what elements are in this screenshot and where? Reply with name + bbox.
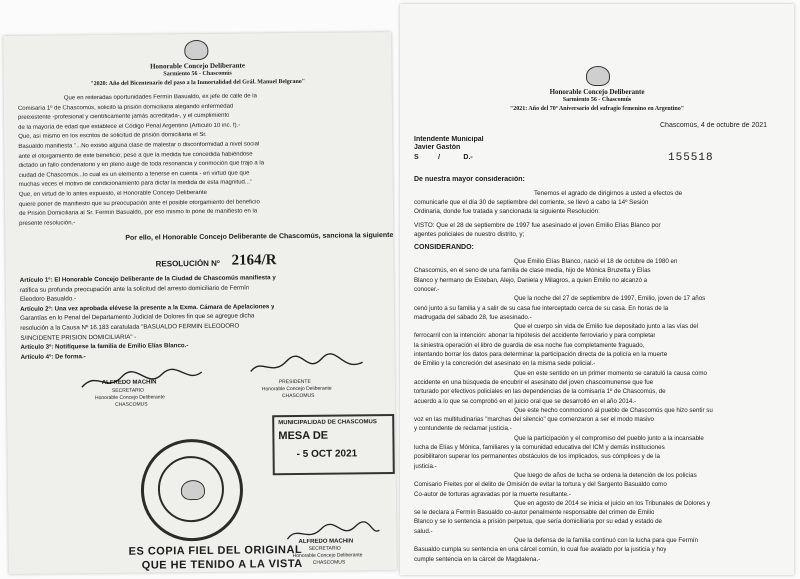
left-header-council: Honorable Concejo Deliberante — [150, 61, 245, 71]
considerando-line: Que luego de años de lucha se ordena la detención de los policías — [514, 471, 697, 479]
considerando-line: Que el cuerpo sin vida de Emilio fue depositado junto a las vías del — [514, 323, 699, 331]
considerando-line: Que la participación y el compromiso del pueblo junto a la incansable — [514, 434, 704, 442]
considerando-line: Que este hecho conmocionó al pueblo de Chascomús que hizo sentir su — [514, 406, 713, 414]
visto-line: VISTO: Que el 28 de septiembre de 1997 fue asesinado el joven Emilio Elías Blanco por — [414, 222, 661, 229]
sig-left-role: SECRETARIO — [111, 387, 145, 394]
recipient-sd: S / D.- — [414, 154, 473, 161]
resolution-label: RESOLUCIÓN Nº — [155, 258, 220, 269]
sig-bottom-role: SECRETARIO — [308, 545, 341, 552]
considerando-line: voz en las multitudinarias "marchas del silencio" que comenzaron a ser el modo masivo — [414, 416, 654, 424]
left-closing: Por ello, el Honorable Concejo Deliberante de Chascomús, sanciona la siguiente: — [125, 231, 396, 242]
considerando-line: ferrocarril con la intención: abonar la hipótesis del accidente ferroviario y para completar — [414, 332, 656, 340]
stamp-box-date: - 5 OCT 2021 — [296, 448, 358, 460]
left-header-city: Sarmiento 56 - Chascomús — [163, 70, 232, 78]
left-articles — [3, 32, 391, 36]
considerando-line: Blanco y se lo sentencia a prisión perpetua, que sería domiciliaria por su edad y estado de — [414, 518, 662, 526]
note-date: Chascomús, 4 de octubre de 2021 — [660, 122, 768, 129]
sig-right-city: CHASCOMUS — [281, 392, 315, 400]
left-body-line: ciudad de Chascomús...lo cual es un elemento a tenerse en cuenta - en virtud que que — [18, 170, 250, 179]
seal-crest-icon — [181, 480, 205, 500]
considerando-line: madrugada del sábado 28, fue asesinado.- — [414, 313, 532, 321]
resolution-number: 2164/R — [231, 252, 277, 269]
council-crest-icon — [586, 66, 610, 86]
sig-right-role: PRESIDENTE — [278, 378, 311, 386]
left-body-text — [3, 32, 391, 36]
left-body-line: muchas veces el motivo de condicionamiento para dictar la medida de esta magnitud..." — [18, 179, 253, 189]
considerando-line: Que en agosto de 2014 se inicia el juicio en los Tribunales de Dolores y — [514, 499, 711, 507]
sig-bottom-body: Honorable Concejo Deliberante — [292, 552, 363, 560]
right-header-city: Sarmiento 56 - Chascomús — [562, 97, 632, 103]
left-article-line: ratifica su profunda preocupación ante la solicitud del arresto domiciliario de Fermín — [19, 284, 250, 294]
salutation: De nuestra mayor consideración: — [414, 176, 525, 183]
considerando-line: Que la defensa de la familia continuó con la lucha para que Fermín — [514, 537, 699, 544]
left-article-line: Eleodoro Basualdo.- — [19, 295, 77, 304]
considerando-label: CONSIDERANDO: — [414, 244, 474, 251]
intro-line: Ordinaria, donde fue tratada y sancionada la siguiente Resolución: — [414, 208, 600, 215]
council-round-seal — [140, 439, 243, 542]
file-number: 155518 — [668, 152, 714, 164]
considerando-line: lucha de Elías y Mónica, familiares y la comunidad educativa del ICM y demás instituciones — [414, 444, 665, 451]
sig-right-body: Honorable Concejo Deliberante — [261, 385, 332, 393]
right-header-motto: "2021: Año del 70º Aniversario del sufragio femenino en Argentino" — [509, 106, 685, 112]
left-body-line: de Prisión Domiciliaria al Sr. Fermín Basualdo, por eso mismo lo pone de manifiesto en la — [19, 208, 258, 218]
considerando-line: Co-autor de torturas agravadas por la muerte resultante.- — [414, 490, 571, 498]
considerando-line: Blanco y hermano de Esteban, Alejo, Daniela y Milagros, a quien Emilio no alcanzó a — [414, 276, 648, 284]
left-body-line: Que en reiteradas oportunidades Fermín Basualdo, ex jefe de calle de la — [63, 93, 257, 102]
left-body-line: quiere poner de manifiesto que su preocupación ante el posible otorgamiento del beneficio — [18, 198, 260, 208]
left-article-line: Garantías en lo Penal del Departamento Judicial de Dolores fin que se agregue dicha — [20, 312, 255, 323]
copy-stamp-line2: QUE HE TENIDO A LA VISTA — [141, 557, 303, 572]
visto-line: agentes policiales de nuestro distrito, y; — [414, 231, 525, 238]
left-article-line: resolución a la Causa Nº 16.183 caratulada "BASUALDO FERMIN ELEODORO — [20, 322, 240, 332]
left-article-line: Artículo 1º: El Honorable Concejo Deliberante de la Ciudad de Chascomús manifiesta y — [19, 274, 276, 284]
left-body-line: Basualdo manifiesta "...No existió alguna clase de malestar o disconformidad a nivel social — [18, 141, 260, 150]
recipient-name: Javier Gastón — [414, 144, 461, 151]
left-body-line: Que, en virtud de lo antes expuesto, el Honorable Concejo Deliberante — [18, 189, 208, 198]
left-body-line: de la mayoría de edad que establece el Código Penal Argentino (Artículo 10 inc. f).- — [18, 122, 241, 131]
left-body-line: preexistente -profesional y científicamente jamás acreditada-, y el cumplimiento — [18, 112, 230, 122]
left-article-line: S/INCIDENTE PRISION DOMICILIARIA" - — [20, 333, 137, 342]
sig-left-body: Honorable Concejo Deliberante — [94, 394, 165, 402]
left-header-motto: "2020: Año del Bicentenario del paso a la Inmortalidad del Grál. Manuel Belgrano" — [90, 78, 306, 88]
copy-stamp-line1: ES COPIA FIEL DEL ORIGINAL — [128, 543, 303, 558]
council-crest-icon — [184, 40, 208, 60]
left-article-line: Artículo 2º: Una vez aprobada elévese la presente a la Exma. Cámara de Apelaciones y — [20, 303, 275, 313]
left-body-line: Que, así mismo en los escritos de solicitud de prisión domiciliaria el Sr. — [18, 132, 207, 141]
considerando-line: Comisario Freites por el delito de Omisión de evitar la tortura y del Sargento Basualdo como — [414, 481, 667, 489]
considerando-line: acuerdo a lo que se comprobó en el juicio oral que se desarrolló en el año 2014.- — [414, 397, 637, 405]
considerando-line: posibilitaron superar los permanentes obstáculos de los implicados, sus cómplices y de la — [414, 453, 660, 461]
considerando-line: torturado por efectivos policiales en las dependencias de la comisaría 1º de Chascomús, de — [414, 388, 666, 396]
considerando-line: Que en este sentido en un primer momento se caratuló la causa como — [514, 369, 707, 377]
left-body-line: Comisaría 1º de Chascomús, solicitó la prisión domiciliaria alegando enfermedad — [17, 103, 234, 112]
intro-line: comunicarle que el día 30 de septiembre del corriente, se llevó a cabo la 14º Sesión — [414, 199, 649, 206]
resolution-page-left — [3, 32, 397, 574]
stamp-box-title: MUNICIPALIDAD DE CHASCOMUS — [278, 419, 377, 427]
considerando-line: se le declara a Fermín Basualdo co-autor penalmente responsable del crimen de Emilio — [414, 509, 655, 517]
signature-president-icon — [247, 350, 367, 381]
note-page-right — [400, 4, 794, 575]
sig-bottom-city: CHASCOMUS — [312, 559, 346, 566]
considerando-line: cumple sentencia en la cárcel de Magdalena.- — [414, 555, 541, 563]
sig-left-city: CHASCOMUS — [115, 401, 148, 408]
considerando-line: de Emilio y la concreción del asesinato en la misma sede policial.- — [414, 360, 596, 368]
considerando-line: la siniestra operación el libro de guardia de esa noche fue completamente fraguado, — [414, 341, 645, 349]
considerando-line: accidente en una búsqueda de encubrir el asesinato del joven chascomunense que fue — [414, 378, 654, 386]
considerando-line: cenó junto a su familia y a salir de su casa fue interceptado cerca de su casa. En horas de la — [414, 304, 669, 312]
stamp-box-mesa: MESA DE — [278, 429, 329, 443]
considerando-line: salud.- — [414, 527, 433, 535]
considerando-line: Chascomús, en el seno de una familia de clase media, hijo de Mónica Bruzetta y Elías — [414, 267, 651, 275]
left-body-line: dictado un fallo condenatorio y en pleno auge de toda resonancia y conmoción que trajo a la — [18, 160, 265, 170]
sig-left-name: ALFREDO MACHIN — [101, 379, 157, 387]
considerando-line: Que la noche del 27 de septiembre de 1997, Emilio, joven de 17 años — [514, 295, 706, 303]
considerando-line: Basualdo cumpla su sentencia en una cárcel común, lo cual fue avalado por la justicia y hoy — [414, 546, 667, 554]
left-body-line: presente resolución.- — [19, 220, 76, 227]
left-article-line: Artículo 4º: De forma.- — [20, 352, 86, 361]
considerando-line: justicia.- — [414, 462, 437, 470]
considerando-line: intentando borrar los datos para determinar la participación directa de la policía en la muerte — [414, 351, 668, 358]
municipal-reception-stamp — [272, 414, 395, 475]
right-header-council: Honorable Concejo Deliberante — [549, 88, 645, 96]
left-article-line: Artículo 3º: Notifíquese la familia de Emilio Elías Blanco.- — [20, 342, 189, 352]
sig-bottom-name: ALFREDO MACHIN — [298, 538, 354, 545]
considerando-line: Que Emilio Elías Blanco, nació el 18 de octubre de 1980 en — [514, 258, 678, 265]
intro-line: Tenemos el agrado de dirigirnos a usted a efectos de — [534, 190, 683, 197]
left-body-line: ante el otorgamiento de este beneficio; pese a que la medida fue concedida habiéndose — [18, 151, 253, 160]
recipient-title: Intendente Municipal — [414, 136, 484, 143]
considerando-line: conocer.- — [414, 285, 440, 293]
considerando-line: y contundente de reclamar justicia.- — [414, 425, 512, 433]
